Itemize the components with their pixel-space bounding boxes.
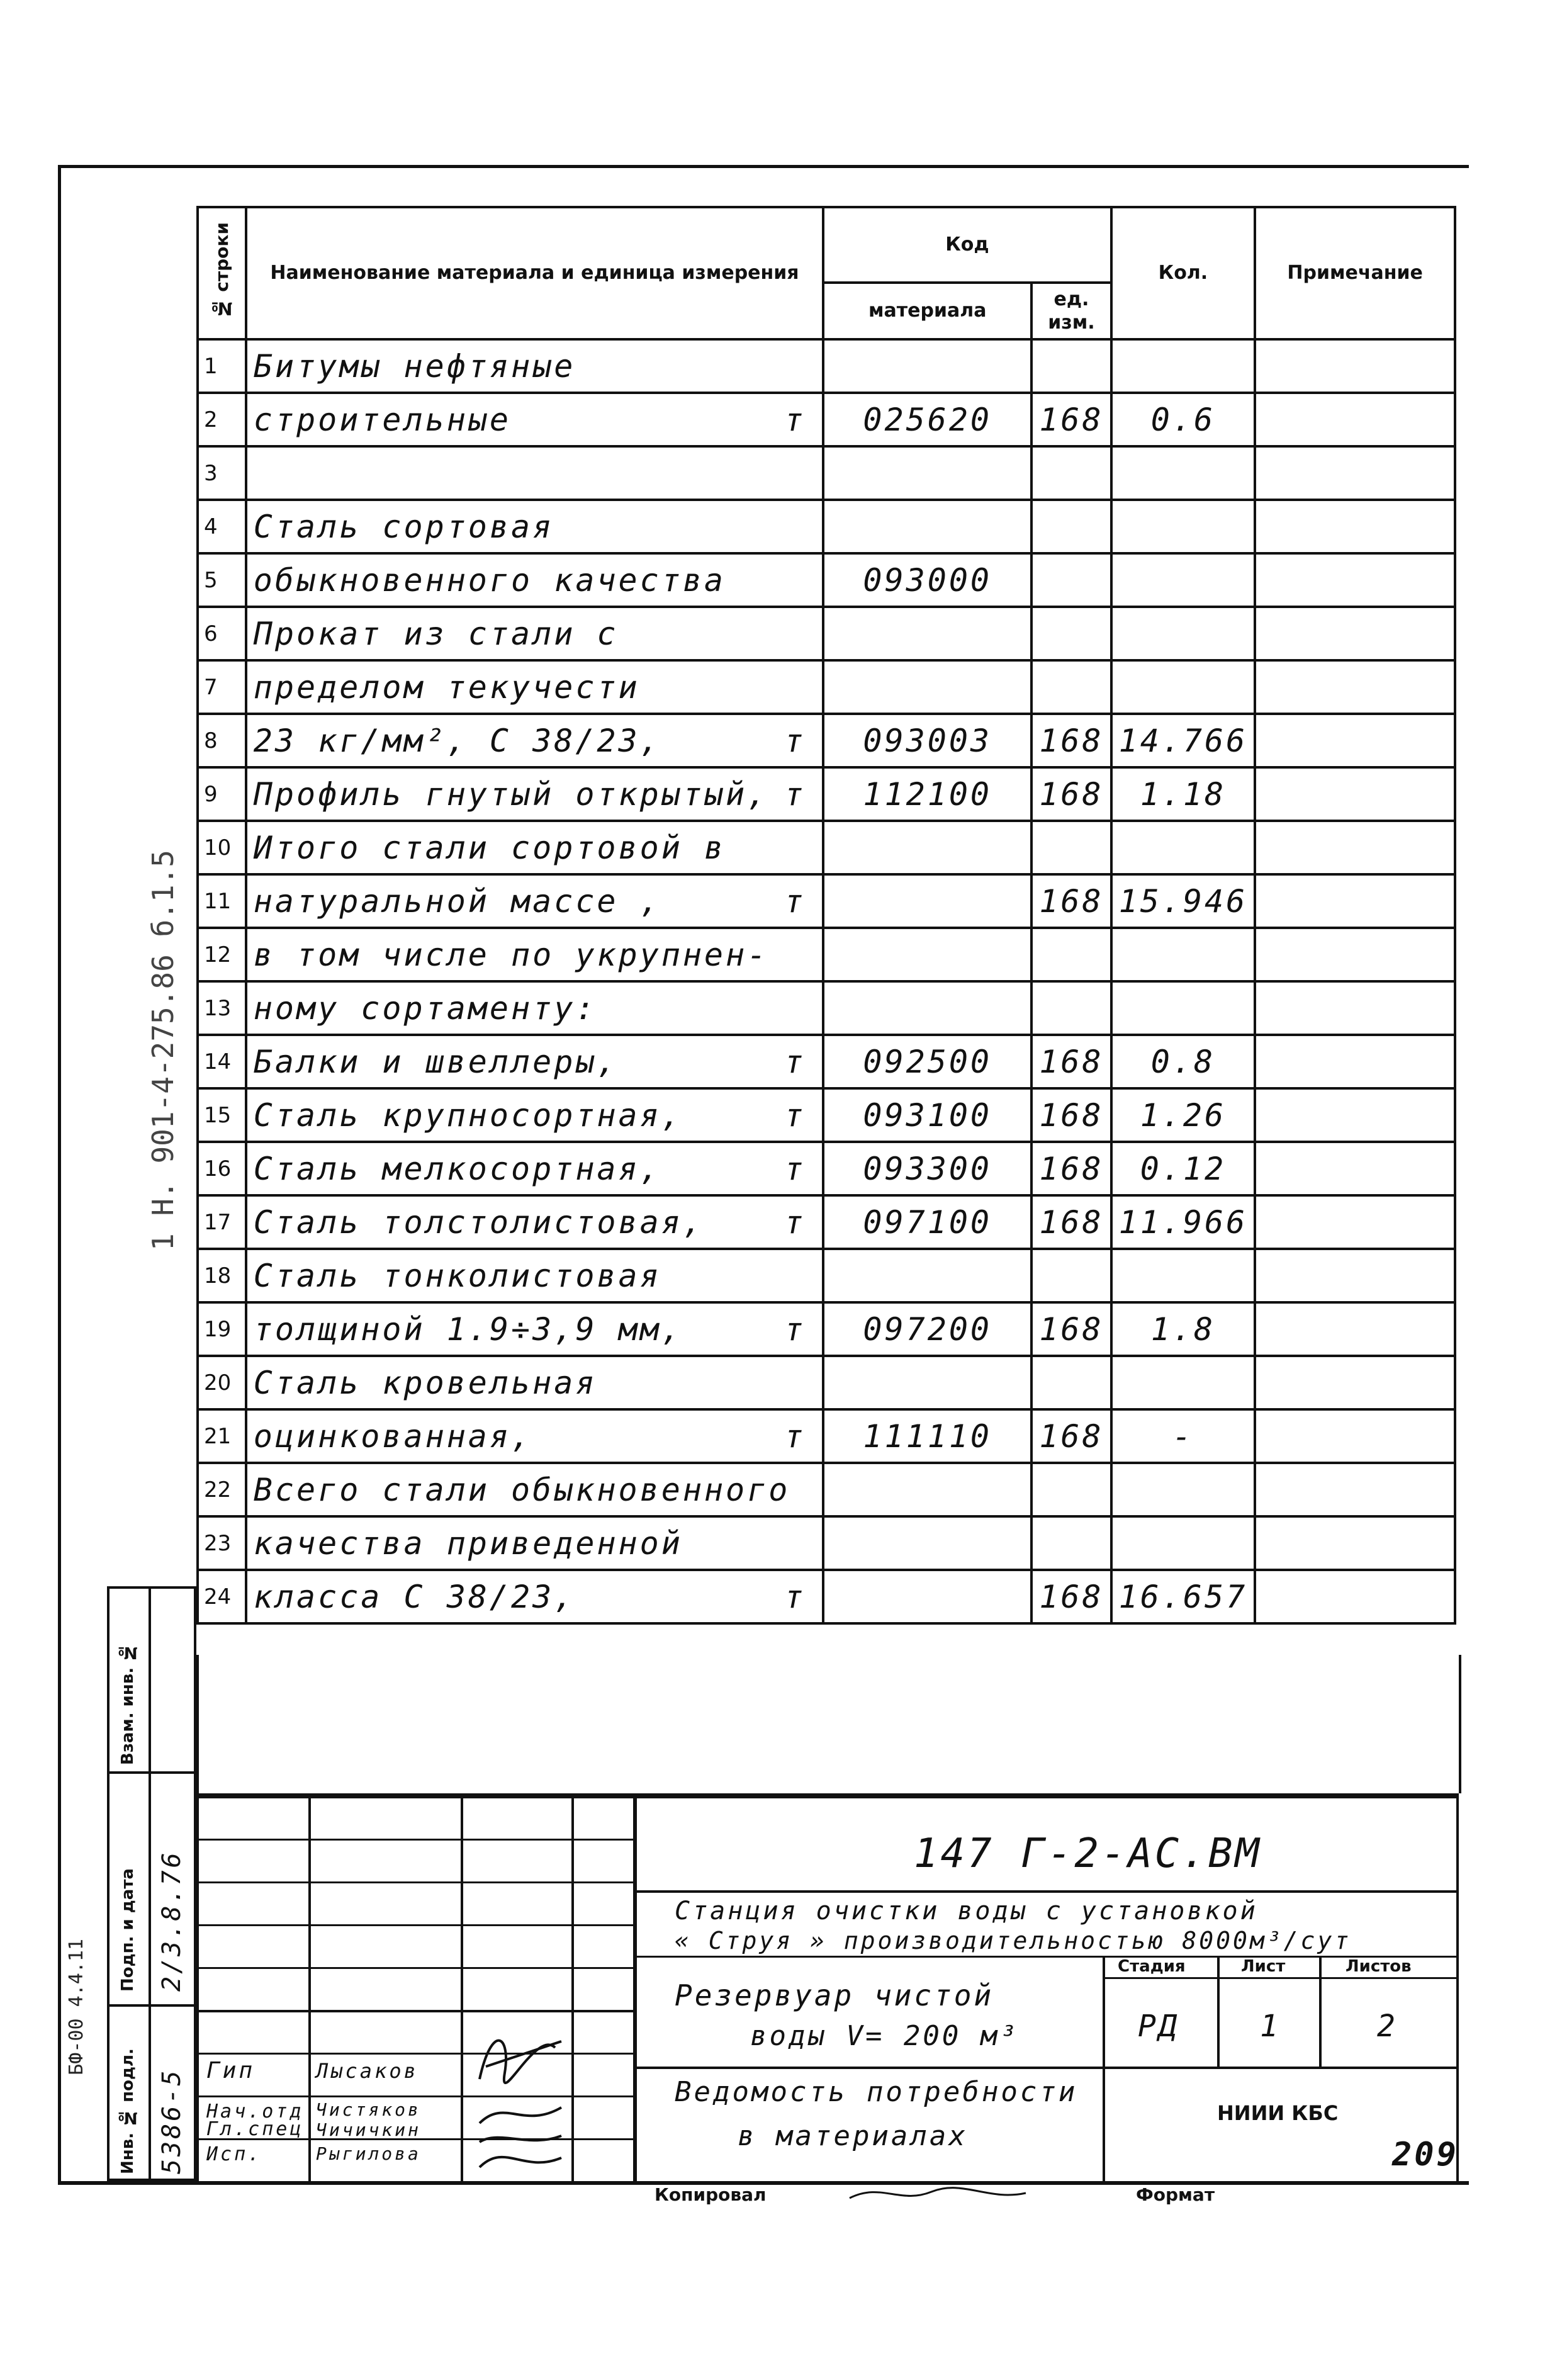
- side-label-inv-sub: Взам. инв. №: [118, 1642, 137, 1765]
- unit-code: 168: [1031, 1195, 1111, 1249]
- note-cell: [1255, 874, 1455, 928]
- material-name: Балки и швеллеры,: [253, 1043, 619, 1080]
- material-code: [823, 500, 1031, 553]
- material-name: Сталь толстолистовая,: [253, 1204, 704, 1241]
- material-name-cell: [246, 1249, 823, 1302]
- table-row: [198, 339, 1455, 393]
- header-code-group: Код: [823, 207, 1111, 283]
- quantity: [1111, 339, 1256, 393]
- material-name-cell: [246, 393, 823, 446]
- material-name: ному сортаменту:: [253, 990, 597, 1027]
- material-unit: т: [784, 1097, 806, 1134]
- material-code: [823, 446, 1031, 500]
- material-code: 093300: [823, 1142, 1031, 1195]
- material-code: [823, 874, 1031, 928]
- material-name: качества приведенной: [253, 1525, 683, 1562]
- sheet-title-1: Ведомость потребности: [675, 2076, 1078, 2108]
- material-name-cell: [246, 1302, 823, 1356]
- unit-code: [1031, 660, 1111, 714]
- material-name: 23 кг/мм², С 38/23,: [253, 722, 661, 759]
- material-name-cell: [246, 339, 823, 393]
- table-row: [198, 553, 1455, 607]
- material-unit: т: [784, 1150, 806, 1187]
- quantity: [1111, 821, 1256, 874]
- unit-code: 168: [1031, 1035, 1111, 1088]
- material-unit: т: [784, 1578, 806, 1615]
- material-name: Итого стали сортовой в: [253, 829, 726, 866]
- note-cell: [1255, 393, 1455, 446]
- material-name-cell: [246, 1570, 823, 1623]
- material-code: 097100: [823, 1195, 1031, 1249]
- row-number: 9: [198, 767, 246, 821]
- material-name: Сталь тонколистовая: [253, 1257, 661, 1294]
- table-row: [198, 660, 1455, 714]
- side-label-inv-orig: Инв. № подл.: [118, 2048, 137, 2174]
- header-qty: Кол.: [1111, 207, 1256, 339]
- note-cell: [1255, 714, 1455, 767]
- object-line-2: воды V= 200 м³: [750, 2020, 1019, 2052]
- stamp-name-2: Чистяков: [316, 2099, 421, 2120]
- table-row: [198, 1356, 1455, 1409]
- row-number: 8: [198, 714, 246, 767]
- row-number: 3: [198, 446, 246, 500]
- table-row: [198, 928, 1455, 981]
- table-row: [198, 1463, 1455, 1516]
- header-note: Примечание: [1255, 207, 1455, 339]
- material-code: [823, 660, 1031, 714]
- side-stamp-column: [107, 1586, 196, 2181]
- stamp-role-4: Исп.: [206, 2143, 262, 2165]
- copied-label: Копировал: [655, 2184, 767, 2205]
- row-number: 17: [198, 1195, 246, 1249]
- material-name-cell: [246, 874, 823, 928]
- material-name: Сталь мелкосортная,: [253, 1150, 661, 1187]
- material-code: 097200: [823, 1302, 1031, 1356]
- note-cell: [1255, 1195, 1455, 1249]
- unit-code: [1031, 928, 1111, 981]
- unit-code: 168: [1031, 714, 1111, 767]
- unit-code: [1031, 821, 1111, 874]
- row-number: 20: [198, 1356, 246, 1409]
- note-cell: [1255, 660, 1455, 714]
- row-number: 15: [198, 1088, 246, 1142]
- material-code: [823, 821, 1031, 874]
- note-cell: [1255, 1142, 1455, 1195]
- side-value-sign-date: 2/3.8.76: [157, 1850, 186, 1992]
- frame-left-line: [58, 165, 61, 2184]
- row-number: 4: [198, 500, 246, 553]
- row-number: 16: [198, 1142, 246, 1195]
- material-unit: т: [784, 401, 806, 438]
- stamp-role-3: Гл.спец: [206, 2118, 304, 2140]
- table-row: [198, 981, 1455, 1035]
- note-cell: [1255, 446, 1455, 500]
- material-name: Сталь крупносортная,: [253, 1097, 683, 1134]
- material-code: 093000: [823, 553, 1031, 607]
- material-name: строительные: [253, 401, 512, 438]
- stamp-name-3: Чичичкин: [316, 2119, 421, 2140]
- quantity: 16.657: [1111, 1570, 1256, 1623]
- materials-table: [196, 206, 1456, 1625]
- table-row: [198, 1088, 1455, 1142]
- row-number: 11: [198, 874, 246, 928]
- material-name: Сталь кровельная: [253, 1364, 597, 1401]
- row-number: 1: [198, 339, 246, 393]
- stamp-name-1: Лысаков: [316, 2059, 419, 2083]
- side-label-sign-date: Подп. и дата: [118, 1868, 137, 1992]
- table-row: [198, 607, 1455, 660]
- table-row: [198, 1195, 1455, 1249]
- note-cell: [1255, 607, 1455, 660]
- material-name-cell: [246, 1356, 823, 1409]
- material-name-cell: [246, 500, 823, 553]
- copier-signature: [843, 2179, 1032, 2211]
- material-code: 092500: [823, 1035, 1031, 1088]
- header-name: Наименование материала и единица измерения: [246, 207, 823, 339]
- material-unit: т: [784, 1204, 806, 1241]
- unit-code: [1031, 500, 1111, 553]
- unit-code: 168: [1031, 393, 1111, 446]
- unit-code: 168: [1031, 1409, 1111, 1463]
- frame-top-line: [58, 165, 1469, 168]
- unit-code: [1031, 1249, 1111, 1302]
- table-row: [198, 1409, 1455, 1463]
- signatures: [467, 1985, 574, 2174]
- material-name-cell: [246, 981, 823, 1035]
- row-number: 10: [198, 821, 246, 874]
- note-cell: [1255, 1516, 1455, 1570]
- row-number: 7: [198, 660, 246, 714]
- material-code: [823, 1356, 1031, 1409]
- sheet-value: 1: [1260, 2009, 1281, 2044]
- header-row-no: № строки: [198, 207, 246, 339]
- table-row: [198, 821, 1455, 874]
- material-name-cell: [246, 1195, 823, 1249]
- row-number: 2: [198, 393, 246, 446]
- quantity: [1111, 1356, 1256, 1409]
- material-name: пределом текучести: [253, 668, 640, 706]
- table-row: [198, 874, 1455, 928]
- table-row: [198, 393, 1455, 446]
- doc-code: 147 Г-2-АС.ВМ: [914, 1830, 1262, 1877]
- material-name-cell: [246, 928, 823, 981]
- material-name: класса С 38/23,: [253, 1578, 576, 1615]
- unit-code: 168: [1031, 1088, 1111, 1142]
- sheet-title-2: в материалах: [738, 2120, 968, 2152]
- note-cell: [1255, 1409, 1455, 1463]
- project-line-1: Станция очистки воды с установкой: [675, 1897, 1258, 1926]
- table-row: [198, 446, 1455, 500]
- row-number: 23: [198, 1516, 246, 1570]
- material-name: толщиной 1.9÷3,9 мм,: [253, 1311, 683, 1348]
- unit-code: [1031, 339, 1111, 393]
- stamp-role-2: Нач.отд: [206, 2101, 304, 2123]
- unit-code: 168: [1031, 1570, 1111, 1623]
- row-number: 24: [198, 1570, 246, 1623]
- material-code: 112100: [823, 767, 1031, 821]
- material-unit: т: [784, 883, 806, 920]
- material-name-cell: [246, 553, 823, 607]
- note-cell: [1255, 339, 1455, 393]
- note-cell: [1255, 928, 1455, 981]
- note-cell: [1255, 821, 1455, 874]
- unit-code: [1031, 553, 1111, 607]
- material-code: [823, 981, 1031, 1035]
- table-row: [198, 500, 1455, 553]
- row-number: 14: [198, 1035, 246, 1088]
- table-row: [198, 714, 1455, 767]
- material-code: 093003: [823, 714, 1031, 767]
- header-material: материала: [823, 283, 1031, 339]
- material-name: Сталь сортовая: [253, 508, 554, 545]
- quantity: [1111, 607, 1256, 660]
- stamp-name-4: Рыгилова: [316, 2143, 421, 2164]
- header-unit: ед. изм.: [1031, 283, 1111, 339]
- quantity: 14.766: [1111, 714, 1256, 767]
- material-code: [823, 1516, 1031, 1570]
- unit-code: [1031, 607, 1111, 660]
- table-row: [198, 1516, 1455, 1570]
- material-name-cell: [246, 1035, 823, 1088]
- material-name-cell: [246, 1463, 823, 1516]
- material-unit: т: [784, 1043, 806, 1080]
- material-name: натуральной массе ,: [253, 883, 661, 920]
- unit-code: 168: [1031, 1142, 1111, 1195]
- stamp-role-1: Гип: [206, 2058, 256, 2084]
- unit-code: [1031, 1356, 1111, 1409]
- material-name: Битумы нефтяные: [253, 347, 576, 385]
- page-number: 209: [1392, 2136, 1459, 2174]
- material-code: 093100: [823, 1088, 1031, 1142]
- quantity: 1.8: [1111, 1302, 1256, 1356]
- material-name: Прокат из стали с: [253, 615, 619, 652]
- quantity: 15.946: [1111, 874, 1256, 928]
- material-unit: т: [784, 1418, 806, 1455]
- quantity: 0.12: [1111, 1142, 1256, 1195]
- material-code: [823, 928, 1031, 981]
- row-number: 19: [198, 1302, 246, 1356]
- material-code: 111110: [823, 1409, 1031, 1463]
- row-number: 21: [198, 1409, 246, 1463]
- material-name: оцинкованная,: [253, 1418, 533, 1455]
- material-code: [823, 1570, 1031, 1623]
- table-row: [198, 1035, 1455, 1088]
- material-code: 025620: [823, 393, 1031, 446]
- quantity: [1111, 553, 1256, 607]
- unit-code: 168: [1031, 874, 1111, 928]
- quantity: [1111, 500, 1256, 553]
- format-label: Формат: [1136, 2184, 1215, 2205]
- corner-note: БФ-00 4.4.11: [65, 1939, 87, 2075]
- table-row: [198, 1302, 1455, 1356]
- material-name: Всего стали обыкновенного: [253, 1471, 790, 1508]
- quantity: [1111, 1516, 1256, 1570]
- quantity: 11.966: [1111, 1195, 1256, 1249]
- unit-code: [1031, 981, 1111, 1035]
- note-cell: [1255, 1356, 1455, 1409]
- unit-code: 168: [1031, 767, 1111, 821]
- object-line-1: Резервуар чистой: [675, 1978, 994, 2012]
- note-cell: [1255, 1302, 1455, 1356]
- unit-code: [1031, 1463, 1111, 1516]
- note-cell: [1255, 1088, 1455, 1142]
- note-cell: [1255, 1463, 1455, 1516]
- material-name-cell: [246, 446, 823, 500]
- material-name-cell: [246, 1142, 823, 1195]
- note-cell: [1255, 553, 1455, 607]
- material-unit: т: [784, 722, 806, 759]
- margin-note: 1 Н. 901-4-275.86 б.1.5: [146, 850, 180, 1251]
- material-unit: т: [784, 1311, 806, 1348]
- sheets-value: 2: [1377, 2009, 1398, 2044]
- note-cell: [1255, 1035, 1455, 1088]
- empty-block: [196, 1655, 1461, 1793]
- row-number: 22: [198, 1463, 246, 1516]
- note-cell: [1255, 1570, 1455, 1623]
- stage-value: РД: [1138, 2009, 1179, 2044]
- material-name-cell: [246, 1409, 823, 1463]
- unit-code: [1031, 1516, 1111, 1570]
- material-name-cell: [246, 767, 823, 821]
- material-name-cell: [246, 1516, 823, 1570]
- side-value-inv-orig: 5386-5: [157, 2068, 186, 2174]
- material-name: обыкновенного качества: [253, 561, 726, 599]
- row-number: 6: [198, 607, 246, 660]
- material-unit: т: [784, 775, 806, 813]
- material-code: [823, 339, 1031, 393]
- material-name-cell: [246, 660, 823, 714]
- material-name-cell: [246, 1088, 823, 1142]
- org-name: НИИИ КБС: [1217, 2101, 1339, 2125]
- stage-label: Стадия: [1118, 1957, 1186, 1976]
- material-name: Профиль гнутый открытый,: [253, 775, 769, 813]
- row-number: 5: [198, 553, 246, 607]
- note-cell: [1255, 1249, 1455, 1302]
- quantity: [1111, 928, 1256, 981]
- quantity: [1111, 1463, 1256, 1516]
- sheets-label: Листов: [1346, 1957, 1412, 1976]
- table-row: [198, 1142, 1455, 1195]
- row-number: 18: [198, 1249, 246, 1302]
- material-code: [823, 1463, 1031, 1516]
- material-code: [823, 607, 1031, 660]
- note-cell: [1255, 981, 1455, 1035]
- quantity: [1111, 446, 1256, 500]
- unit-code: 168: [1031, 1302, 1111, 1356]
- note-cell: [1255, 500, 1455, 553]
- quantity: [1111, 1249, 1256, 1302]
- quantity: -: [1111, 1409, 1256, 1463]
- quantity: 1.26: [1111, 1088, 1256, 1142]
- title-block: [196, 1796, 1459, 2181]
- unit-code: [1031, 446, 1111, 500]
- table-row: [198, 1249, 1455, 1302]
- table-row: [198, 1570, 1455, 1623]
- quantity: 0.8: [1111, 1035, 1256, 1088]
- material-name-cell: [246, 821, 823, 874]
- material-code: [823, 1249, 1031, 1302]
- table-row: [198, 767, 1455, 821]
- note-cell: [1255, 767, 1455, 821]
- quantity: 1.18: [1111, 767, 1256, 821]
- material-name-cell: [246, 607, 823, 660]
- quantity: 0.6: [1111, 393, 1256, 446]
- row-number: 12: [198, 928, 246, 981]
- sheet-label: Лист: [1241, 1957, 1286, 1976]
- row-number: 13: [198, 981, 246, 1035]
- project-line-2: « Струя » производительностью 8000м³/сут: [675, 1927, 1352, 1954]
- material-name-cell: [246, 714, 823, 767]
- material-name: в том числе по укрупнен-: [253, 936, 769, 973]
- quantity: [1111, 660, 1256, 714]
- quantity: [1111, 981, 1256, 1035]
